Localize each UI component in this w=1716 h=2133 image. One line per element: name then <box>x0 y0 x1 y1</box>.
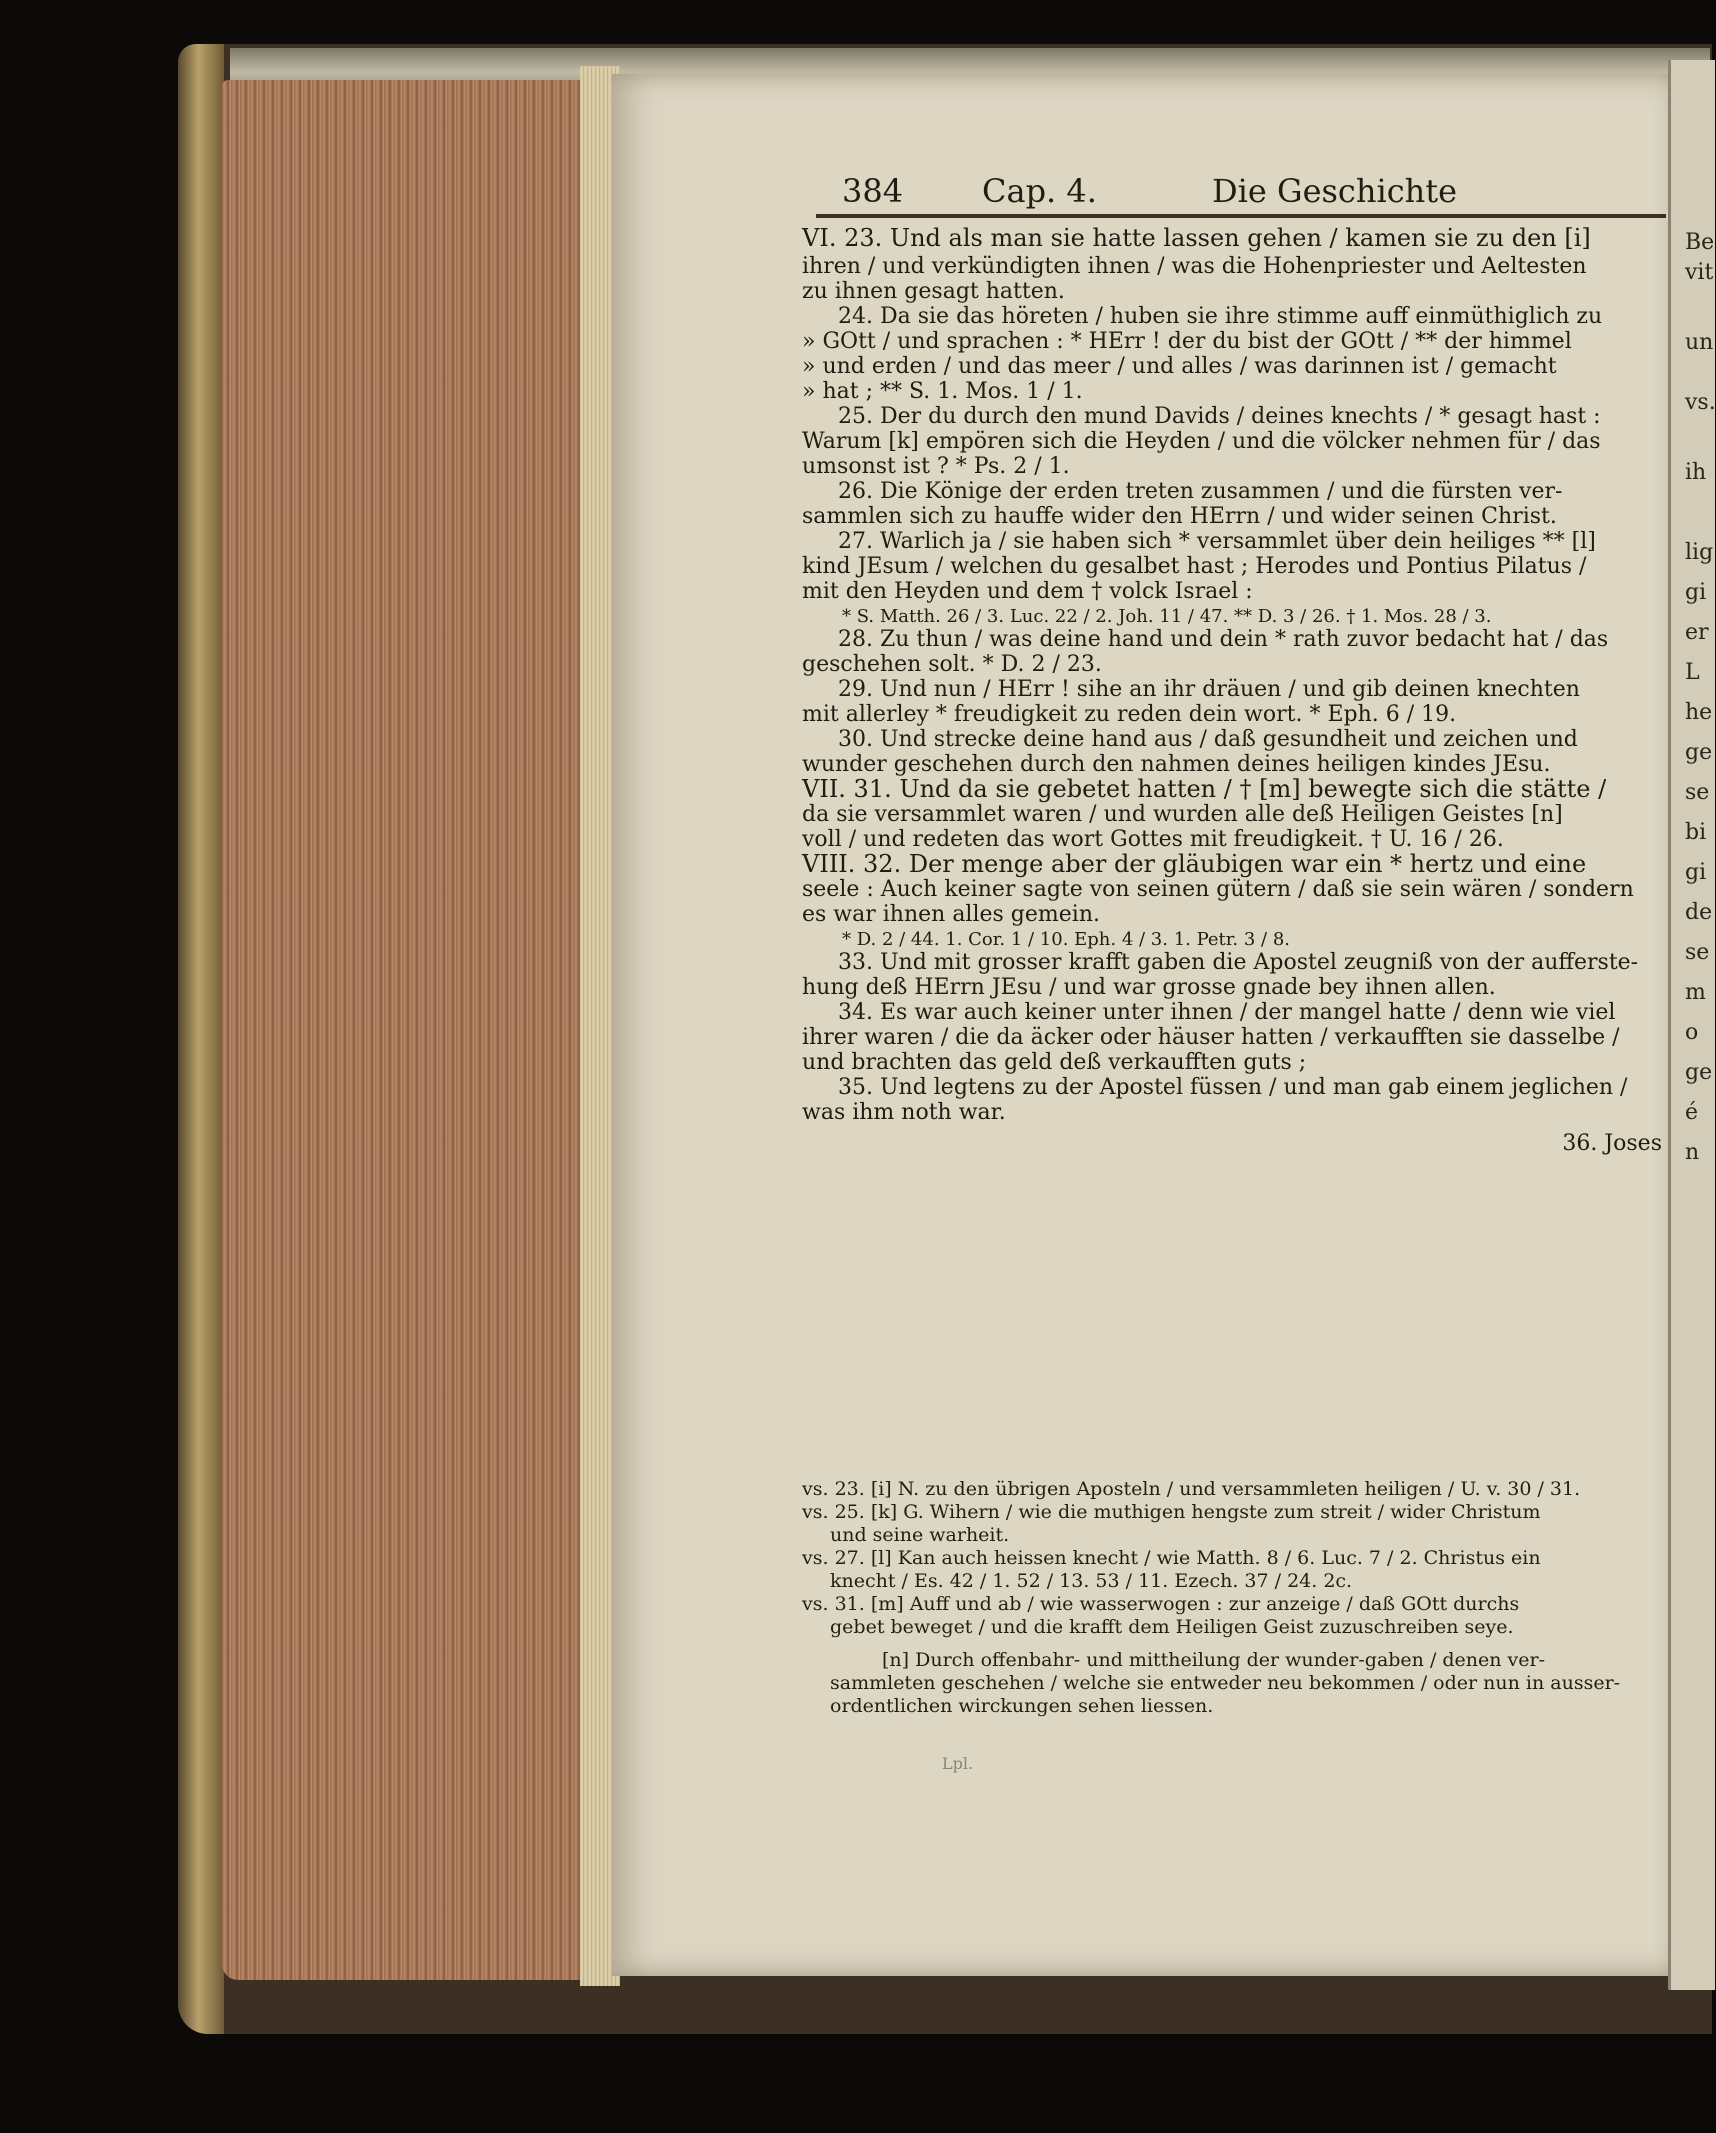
text-line: » und erden / und das meer / und alles / was darinnen ist / gemacht <box>802 354 1557 379</box>
next-page-fragment: L <box>1685 660 1700 685</box>
text-line: umsonst ist ? * Ps. 2 / 1. <box>802 454 1070 479</box>
footnote-line: sammleten geschehen / welche sie entweder neu bekommen / oder nun in ausser- <box>830 1672 1621 1694</box>
text-line: 27. Warlich ja / sie haben sich * versammlet über dein heiliges ** [l] <box>838 529 1596 554</box>
text-line: mit allerley * freudigkeit zu reden dein wort. * Eph. 6 / 19. <box>802 702 1457 727</box>
next-page-fragment: un <box>1685 330 1714 355</box>
next-page-fragment: de <box>1685 900 1713 925</box>
footnote-line: und seine warheit. <box>830 1524 1010 1546</box>
chapter-label: Cap. 4. <box>982 172 1097 210</box>
book-spine-edge <box>178 44 224 2034</box>
text-line: » GOtt / und sprachen : * HErr ! der du bist der GOtt / ** der himmel <box>802 329 1572 354</box>
next-page-fragment: gi <box>1685 860 1707 885</box>
next-page-fragment: he <box>1685 700 1713 725</box>
text-line: 34. Es war auch keiner unter ihnen / der mangel hatte / denn wie viel <box>838 1000 1616 1025</box>
header-rule <box>816 214 1666 218</box>
text-line: 25. Der du durch den mund Davids / deines knechts / * gesagt hast : <box>838 404 1601 429</box>
text-line: ihrer waren / die da äcker oder häuser hatten / verkaufften sie dasselbe / <box>802 1025 1620 1050</box>
text-line: 29. Und nun / HErr ! sihe an ihr dräuen / und gib deinen knechten <box>838 677 1580 702</box>
text-line: * D. 2 / 44. 1. Cor. 1 / 10. Eph. 4 / 3. 1. Petr. 3 / 8. <box>842 929 1290 950</box>
text-line: kind JEsum / welchen du gesalbet hast ; Herodes und Pontius Pilatus / <box>802 554 1587 579</box>
next-page-fragment: bi <box>1685 820 1707 845</box>
footnote-line: knecht / Es. 42 / 1. 52 / 13. 53 / 11. Ezech. 37 / 24. 2c. <box>830 1570 1353 1592</box>
left-page <box>612 74 1680 1976</box>
text-line: wunder geschehen durch den nahmen deines heiligen kindes JEsu. <box>802 752 1551 777</box>
next-page-fragment: é <box>1685 1100 1699 1125</box>
next-page-fragment: vs. <box>1685 390 1716 415</box>
next-page-fragment: o <box>1685 1020 1699 1045</box>
text-line: mit den Heyden und dem † volck Israel : <box>802 579 1253 604</box>
next-page-fragment: er <box>1685 620 1709 645</box>
text-line: hung deß HErrn JEsu / und war grosse gnade bey ihnen allen. <box>802 975 1496 1000</box>
page-number: 384 <box>842 172 904 210</box>
next-page-fragment: n <box>1685 1140 1700 1165</box>
next-page-fragment: gi <box>1685 580 1707 605</box>
next-page-fragment: ge <box>1685 740 1713 765</box>
text-line: seele : Auch keiner sagte von seinen gütern / daß sie sein wären / sondern <box>802 877 1634 902</box>
footnote-line: vs. 23. [i] N. zu den übrigen Aposteln / und versammleten heiligen / U. v. 30 / 31. <box>802 1478 1581 1500</box>
next-page-fragment: Be <box>1685 230 1715 255</box>
next-page-fragment: se <box>1685 780 1710 805</box>
catchword: 36. Joses <box>1562 1131 1662 1156</box>
next-page-fragment: ge <box>1685 1060 1713 1085</box>
text-line: 28. Zu thun / was deine hand und dein * rath zuvor bedacht hat / das <box>838 627 1609 652</box>
text-line: 30. Und strecke deine hand aus / daß gesundheit und zeichen und <box>838 727 1578 752</box>
text-line: voll / und redeten das wort Gottes mit freudigkeit. † U. 16 / 26. <box>802 827 1504 852</box>
text-line: VI. 23. Und als man sie hatte lassen gehen / kamen sie zu den [i] <box>802 224 1591 252</box>
footnote-line: vs. 31. [m] Auff und ab / wie wasserwogen : zur anzeige / daß GOtt durchs <box>802 1593 1520 1615</box>
text-line: 33. Und mit grosser krafft gaben die Apostel zeugniß von der aufferste- <box>838 950 1639 975</box>
next-page-fragment: se <box>1685 940 1710 965</box>
text-line: » hat ; ** S. 1. Mos. 1 / 1. <box>802 379 1083 404</box>
main-text-block <box>802 226 1672 1156</box>
footnote-line: ordentlichen wirckungen sehen liessen. <box>830 1695 1214 1717</box>
text-line: Warum [k] empören sich die Heyden / und die völcker nehmen für / das <box>802 429 1601 454</box>
page-fore-edge <box>222 80 584 1980</box>
right-page-fragment <box>1668 60 1715 1990</box>
footnotes-block <box>802 1478 1682 1718</box>
running-header <box>842 172 1662 212</box>
next-page-fragment: m <box>1685 980 1706 1005</box>
text-line: zu ihnen gesagt hatten. <box>802 279 1065 304</box>
text-line: ihren / und verkündigten ihnen / was die Hohenpriester und Aeltesten <box>802 254 1587 279</box>
running-title: Die Geschichte <box>1212 172 1458 210</box>
library-stamp: Lpl. <box>942 1754 974 1773</box>
text-line: 26. Die Könige der erden treten zusammen / und die fürsten ver- <box>838 479 1563 504</box>
footnote-line: gebet beweget / und die krafft dem Heiligen Geist zuzuschreiben seye. <box>830 1616 1514 1638</box>
text-line: geschehen solt. * D. 2 / 23. <box>802 652 1102 677</box>
text-line: da sie versammlet waren / und wurden alle deß Heiligen Geistes [n] <box>802 802 1563 827</box>
text-line: VII. 31. Und da sie gebetet hatten / † [m] bewegte sich die stätte / <box>802 775 1607 803</box>
next-page-fragment: lig <box>1685 540 1714 565</box>
footnote-line: [n] Durch offenbahr- und mittheilung der wunder-gaben / denen ver- <box>882 1649 1546 1671</box>
text-line: es war ihnen alles gemein. <box>802 902 1100 927</box>
footnote-line: vs. 27. [l] Kan auch heissen knecht / wie Matth. 8 / 6. Luc. 7 / 2. Christus ein <box>802 1547 1541 1569</box>
text-line: VIII. 32. Der menge aber der gläubigen war ein * hertz und eine <box>802 850 1587 878</box>
next-page-fragment: vit <box>1685 260 1714 285</box>
text-line: 24. Da sie das höreten / huben sie ihre stimme auff einmüthiglich zu <box>838 304 1603 329</box>
next-page-fragment: ih <box>1685 460 1707 485</box>
text-line: * S. Matth. 26 / 3. Luc. 22 / 2. Joh. 11 / 47. ** D. 3 / 26. † 1. Mos. 28 / 3. <box>842 606 1492 627</box>
text-line: und brachten das geld deß verkaufften guts ; <box>802 1050 1307 1075</box>
footnote-line: vs. 25. [k] G. Wihern / wie die muthigen hengste zum streit / wider Christum <box>802 1501 1541 1523</box>
text-line: was ihm noth war. <box>802 1100 1006 1125</box>
text-line: sammlen sich zu hauffe wider den HErrn / und wider seinen Christ. <box>802 504 1557 529</box>
text-line: 35. Und legtens zu der Apostel füssen / und man gab einem jeglichen / <box>838 1075 1628 1100</box>
